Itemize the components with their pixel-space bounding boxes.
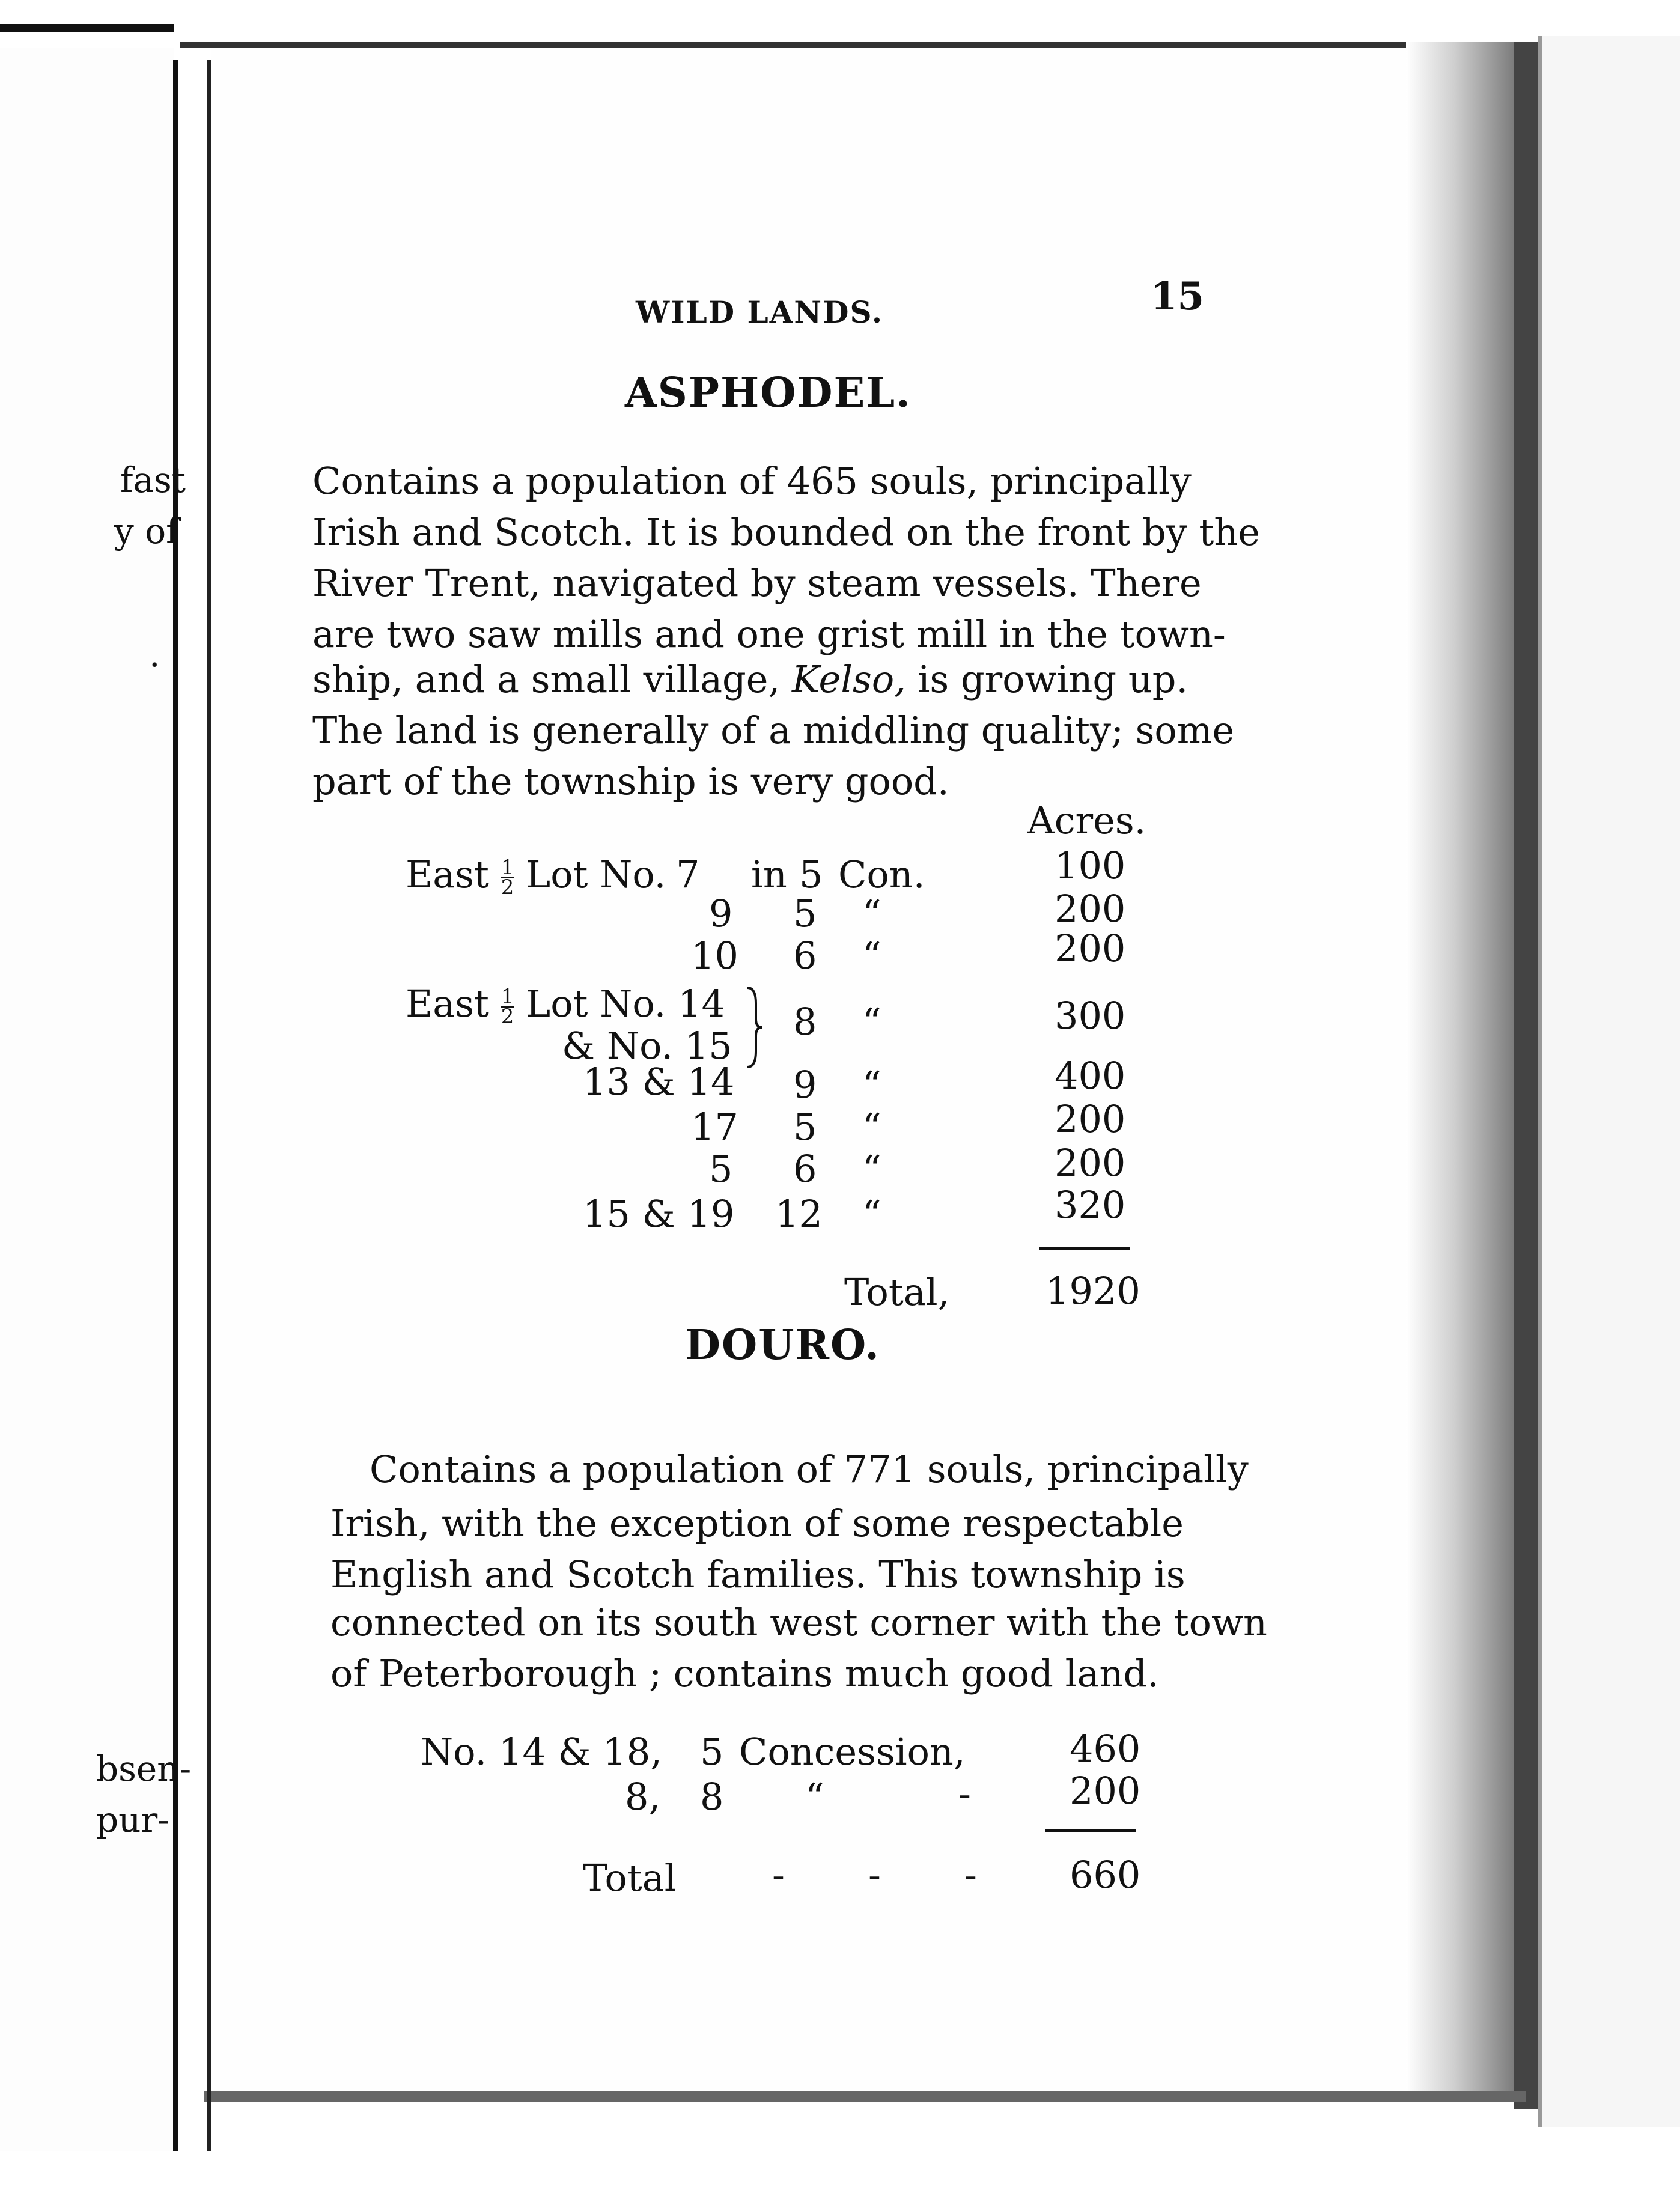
concession-label: Con. xyxy=(838,853,925,896)
acres-value: 320 xyxy=(1055,1183,1126,1227)
left-fragment-3: . xyxy=(149,634,160,675)
running-title: WILD LANDS. xyxy=(636,294,884,330)
page-bottom-edge xyxy=(204,2091,1526,2102)
scan-top-edge xyxy=(0,24,174,32)
acres-value: 460 xyxy=(1070,1727,1141,1771)
concession-number: 12 xyxy=(775,1192,823,1236)
concession-number: 9 xyxy=(793,1063,817,1107)
ditto-mark: “ xyxy=(862,934,881,978)
paragraph-line: Contains a population of 771 souls, principally xyxy=(370,1447,1249,1491)
acres-value: 200 xyxy=(1055,1097,1126,1141)
page-number: 15 xyxy=(1151,274,1205,319)
village-name: Kelso, xyxy=(791,657,906,701)
acres-value: 400 xyxy=(1055,1054,1126,1098)
section-heading-douro: DOURO. xyxy=(685,1321,880,1369)
concession-number: 8 xyxy=(700,1775,724,1819)
lot-number: & No. 15 xyxy=(562,1024,732,1068)
lot-number: 10 xyxy=(691,934,738,978)
concession-number: 5 xyxy=(799,853,823,896)
next-page-edge xyxy=(1538,36,1680,2127)
lot-number: 8, xyxy=(625,1775,661,1819)
left-fragment-1: fast xyxy=(120,460,186,500)
paragraph-line: English and Scotch families. This township is xyxy=(330,1553,1185,1596)
concession-number: 5 xyxy=(793,892,817,935)
section-heading-asphodel: ASPHODEL. xyxy=(625,369,912,417)
lot-prefix: East $\frac{1}{2}$ Lot No. 14 xyxy=(406,982,725,1029)
gutter-line-inner xyxy=(207,60,211,2151)
acres-value: 200 xyxy=(1070,1769,1141,1813)
lot-number: 15 & 19 xyxy=(583,1192,735,1236)
acres-value: 200 xyxy=(1055,1141,1126,1185)
sum-rule xyxy=(1045,1829,1136,1832)
lot-number: 7 xyxy=(676,853,700,896)
dash: - xyxy=(868,1853,881,1897)
concession-number: 5 xyxy=(700,1730,724,1774)
lot-number: 5 xyxy=(709,1147,733,1191)
lot-prefix: East $\frac{1}{2}$ Lot No. xyxy=(406,853,666,900)
lot-separator: in xyxy=(751,853,787,896)
concession-label: Concession, xyxy=(739,1730,966,1774)
scan-top-edge-right xyxy=(180,42,1412,48)
acres-value: 300 xyxy=(1055,994,1126,1038)
lot-number: No. 14 & 18, xyxy=(421,1730,663,1774)
paragraph-line: ship, and a small village, Kelso, is growing up. xyxy=(312,657,1188,701)
paragraph-line: part of the township is very good. xyxy=(312,759,949,803)
ditto-mark: “ xyxy=(862,1147,881,1191)
dash: - xyxy=(958,1772,971,1816)
ditto-mark: “ xyxy=(862,1105,881,1149)
acres-value: 200 xyxy=(1055,887,1126,931)
total-value: 1920 xyxy=(1045,1269,1140,1313)
left-fragment-2: y of xyxy=(114,511,179,552)
half-fraction: $\frac{1}{2}$ xyxy=(501,984,514,1029)
sum-rule xyxy=(1039,1247,1130,1250)
ditto-mark: “ xyxy=(862,892,881,935)
paragraph-line: Irish and Scotch. It is bounded on the front by the xyxy=(312,510,1260,554)
page-curl-shadow xyxy=(1406,42,1526,2097)
paragraph-line: River Trent, navigated by steam vessels. There xyxy=(312,561,1202,605)
paragraph-line: Contains a population of 465 souls, principally xyxy=(312,459,1192,503)
ditto-mark: “ xyxy=(805,1775,824,1819)
dash: - xyxy=(964,1853,977,1897)
concession-number: 6 xyxy=(793,934,817,978)
paragraph-line: Irish, with the exception of some respectable xyxy=(330,1501,1184,1545)
ditto-mark: “ xyxy=(862,1000,881,1044)
half-fraction: $\frac{1}{2}$ xyxy=(501,855,514,900)
lot-number: 17 xyxy=(691,1105,738,1149)
concession-number: 8 xyxy=(793,1000,817,1044)
dash: - xyxy=(772,1853,785,1897)
page-right-edge xyxy=(1514,42,1538,2109)
lot-number: 13 & 14 xyxy=(583,1060,735,1104)
paragraph-line: of Peterborough ; contains much good land. xyxy=(330,1652,1159,1696)
paragraph-line: are two saw mills and one grist mill in the town- xyxy=(312,612,1226,656)
lot-number: 9 xyxy=(709,892,733,935)
total-value: 660 xyxy=(1070,1853,1141,1897)
acres-header: Acres. xyxy=(1027,798,1146,842)
concession-number: 5 xyxy=(793,1105,817,1149)
total-label: Total xyxy=(583,1856,677,1900)
concession-number: 6 xyxy=(793,1147,817,1191)
gutter-line xyxy=(173,60,178,2151)
paragraph-line: The land is generally of a middling quality; some xyxy=(312,708,1235,752)
acres-value: 100 xyxy=(1055,844,1126,887)
curly-brace xyxy=(745,985,763,1069)
ditto-mark: “ xyxy=(862,1192,881,1236)
paragraph-line: connected on its south west corner with the town xyxy=(330,1601,1267,1644)
total-label: Total, xyxy=(844,1270,950,1314)
acres-value: 200 xyxy=(1055,926,1126,970)
left-fragment-4: bsen- xyxy=(96,1748,192,1789)
ditto-mark: “ xyxy=(862,1063,881,1107)
left-fragment-5: pur- xyxy=(96,1799,169,1840)
